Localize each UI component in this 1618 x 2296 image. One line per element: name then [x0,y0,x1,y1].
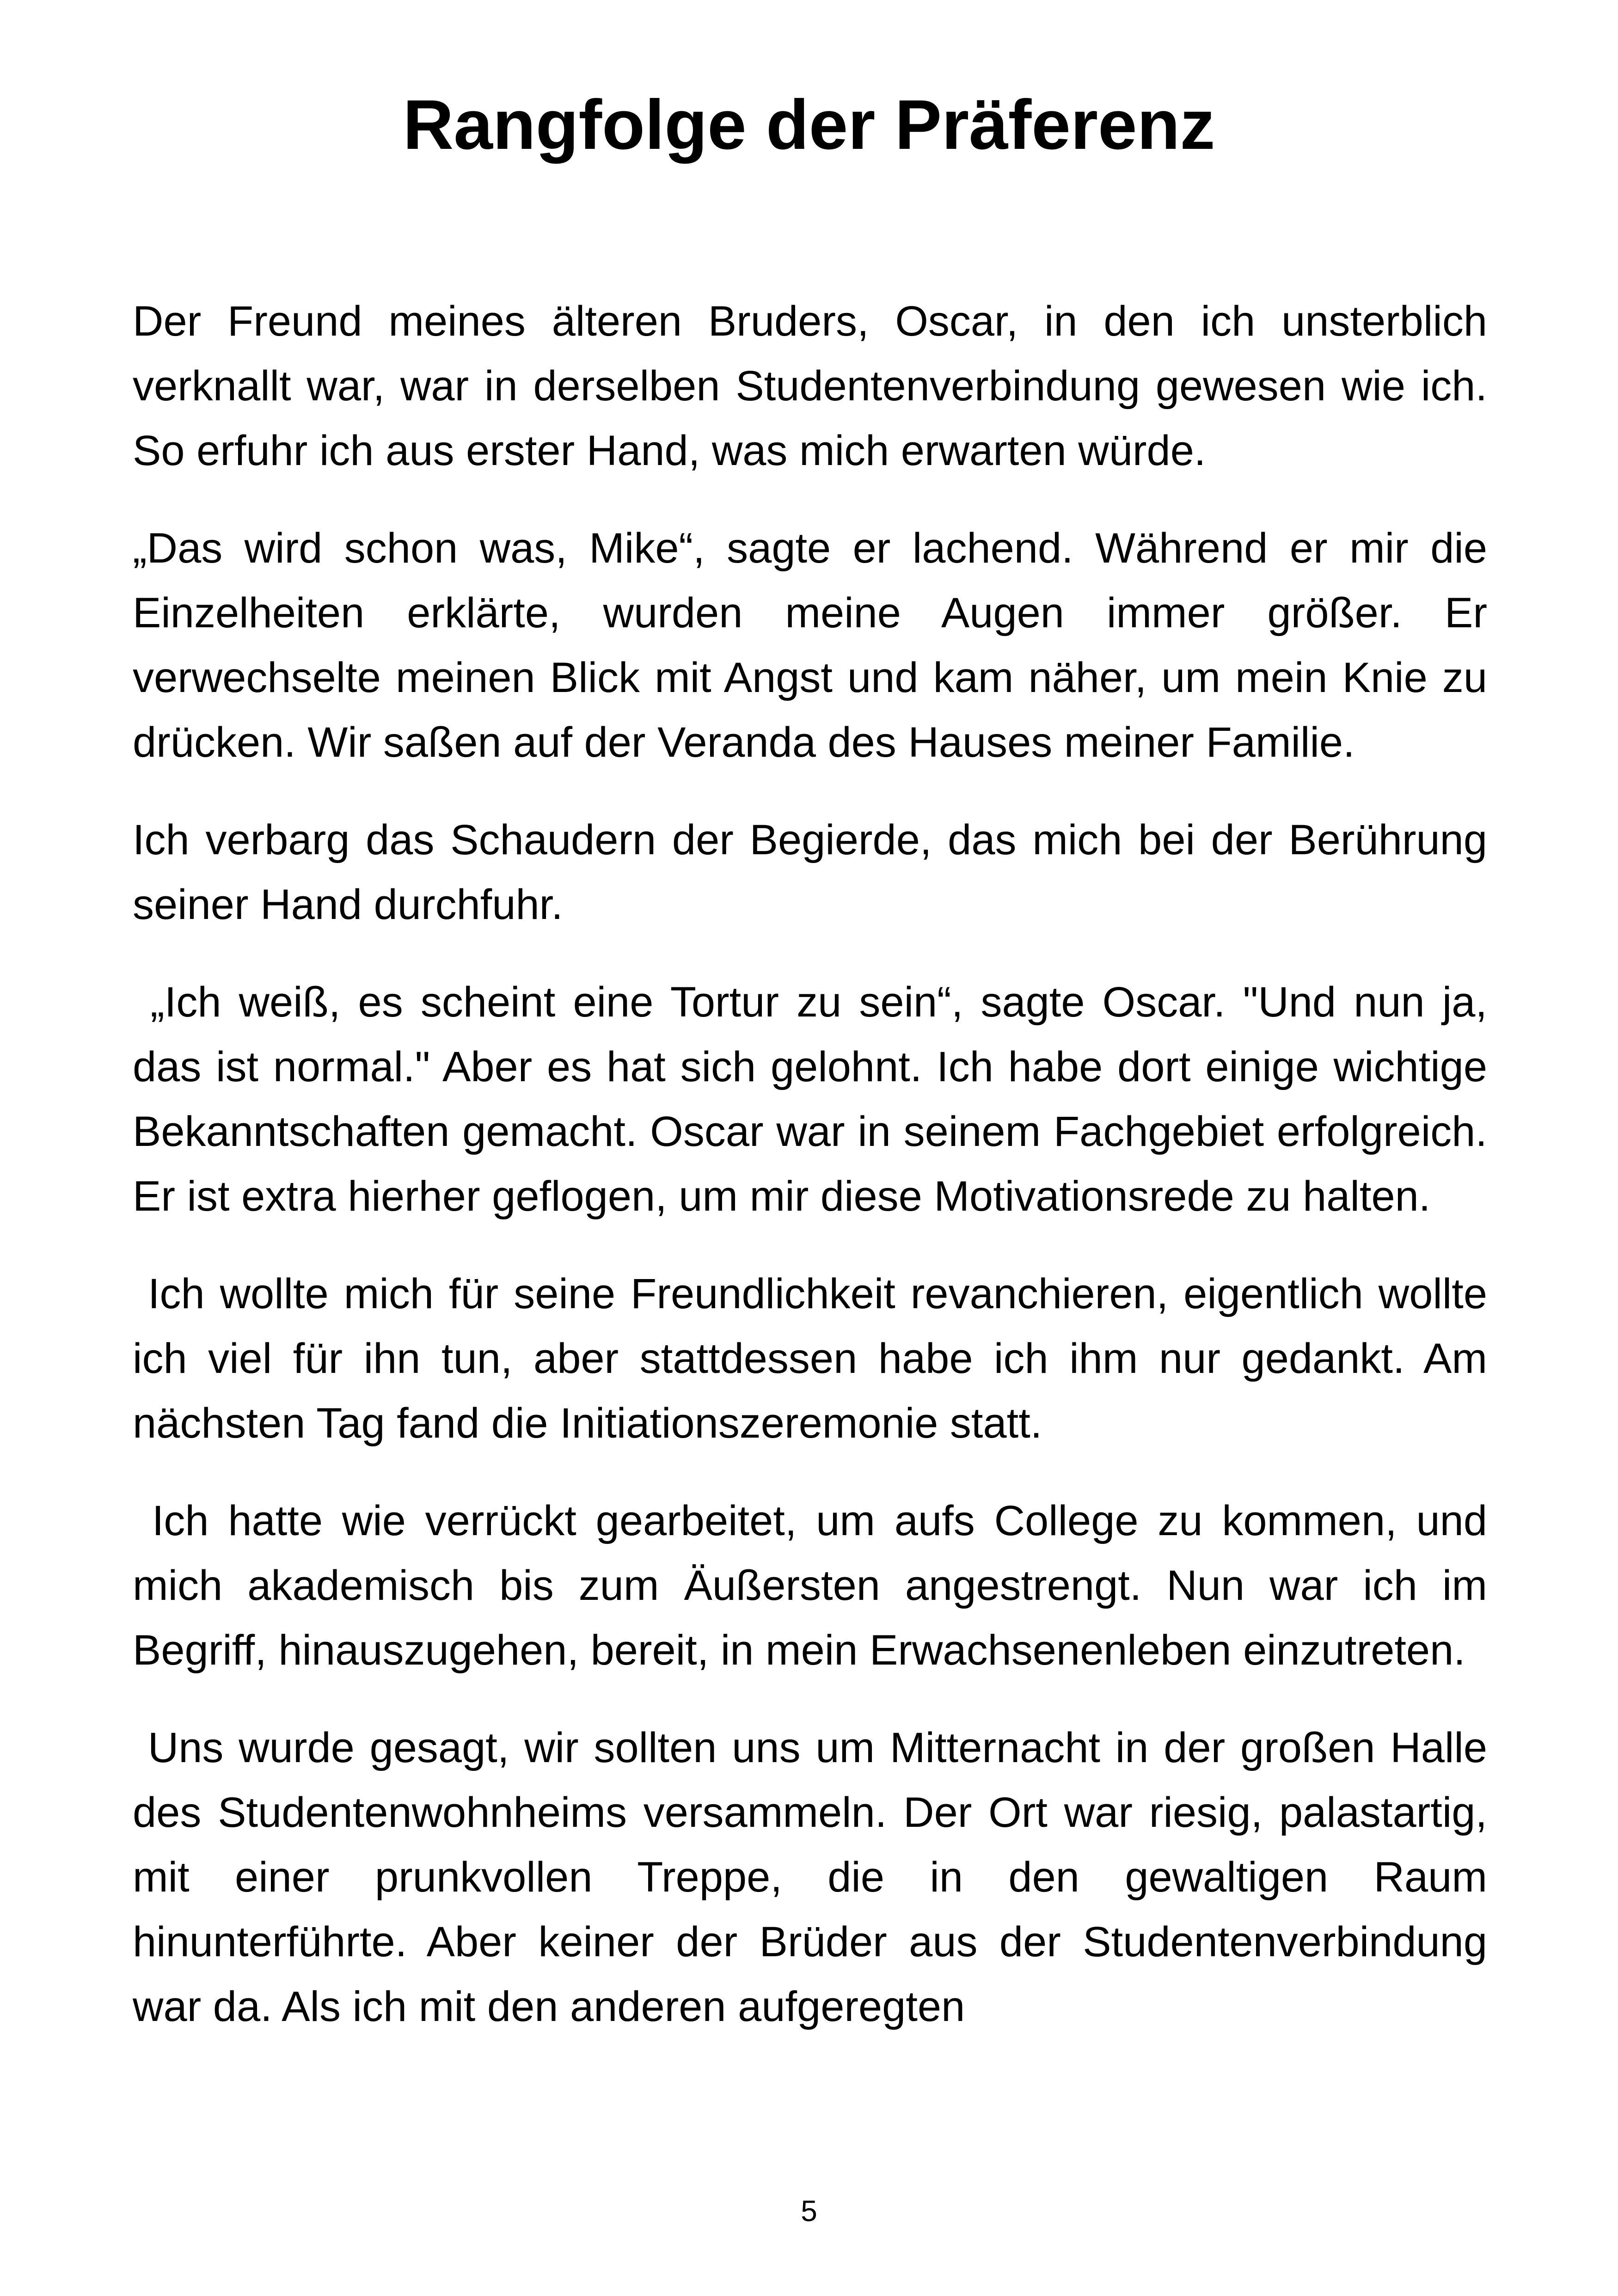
paragraph: Ich hatte wie verrückt gearbeitet, um aufs College zu kommen, und mich akademisch bis zum Äußersten angestrengt. Nun war ich im Begriff, hinauszugehen, bereit, in mein Erwachsenenleben einzutreten. [133,1497,1499,1674]
paragraph: Uns wurde gesagt, wir sollten uns um Mitternacht in der großen Halle des Studentenwohnheims versammeln. Der Ort war riesig, palastartig, mit einer prunkvollen Treppe, die in den gewaltigen Raum hinunterführte. Aber keiner der Brüder aus der Studentenverbindung war da. Als ich mit den anderen aufgeregten [133,1724,1499,2030]
paragraph: „Ich weiß, es scheint eine Tortur zu sein“, sagte Oscar. "Und nun ja, das ist normal." Aber es hat sich gelohnt. Ich habe dort einige wichtige Bekanntschaften gemacht. Oscar war in seinem Fachgebiet erfolgreich. Er ist extra hierher geflogen, um mir diese Motivationsrede zu halten. [133,979,1499,1220]
chapter-title: Rangfolge der Präferenz [403,86,1215,164]
page-number: 5 [801,2194,817,2228]
paragraph: Der Freund meines älteren Bruders, Oscar, in den ich unsterblich verknallt war, war in derselben Studentenverbindung gewesen wie ich. So erfuhr ich aus erster Hand, was mich erwarten würde. [133,298,1499,474]
body-text [133,289,1499,2072]
paragraph: Ich wollte mich für seine Freundlichkeit revanchieren, eigentlich wollte ich viel für ihn tun, aber stattdessen habe ich ihm nur gedankt. Am nächsten Tag fand die Initiationszeremonie statt. [133,1270,1499,1447]
paragraph: Ich verbarg das Schaudern der Begierde, das mich bei der Berührung seiner Hand durchfuhr. [133,816,1499,928]
paragraph: „Das wird schon was, Mike“, sagte er lachend. Während er mir die Einzelheiten erklärte, wurden meine Augen immer größer. Er verwechselte meinen Blick mit Angst und kam näher, um mein Knie zu drücken. Wir saßen auf der Veranda des Hauses meiner Familie. [133,525,1499,766]
